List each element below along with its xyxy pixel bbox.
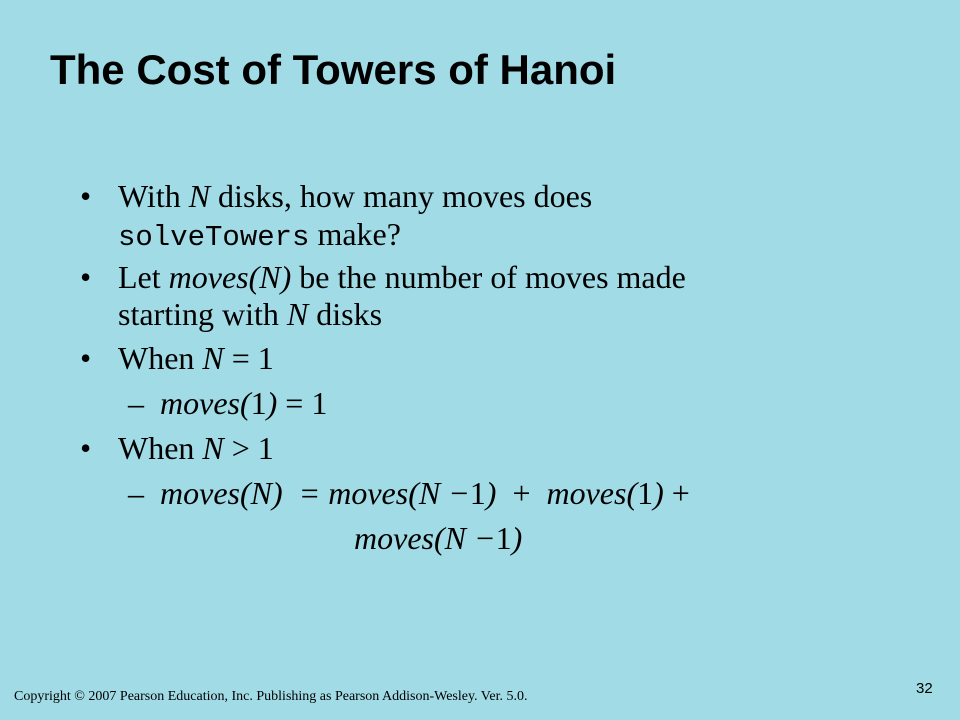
sub-bullet-moves-1: moves(1) = 1	[160, 385, 328, 421]
slide-title: The Cost of Towers of Hanoi	[50, 46, 617, 93]
sub-bullet-recurrence-continued: moves(N −1)	[354, 520, 523, 556]
bullet-4-line-1: When N > 1	[118, 430, 274, 466]
bullet-marker: •	[80, 430, 92, 466]
copyright-footer: Copyright © 2007 Pearson Education, Inc. Publishing as Pearson Addison-Wesley. Ver. 5.0.	[14, 689, 528, 704]
bullet-marker: •	[80, 259, 92, 295]
sub-bullet-dash: –	[128, 475, 144, 511]
bullet-2-line-2: starting with N disks	[118, 296, 383, 332]
sub-bullet-dash: –	[128, 385, 144, 421]
bullet-1-line-2: solveTowers make?	[118, 216, 401, 254]
sub-bullet-recurrence: moves(N) = moves(N −1) + moves(1) +	[160, 475, 690, 511]
code-solve-towers: solveTowers	[118, 221, 310, 254]
bullet-marker: •	[80, 178, 92, 214]
page-number: 32	[916, 680, 933, 697]
bullet-2-line-1: Let moves(N) be the number of moves made	[118, 259, 686, 295]
bullet-3-line-1: When N = 1	[118, 340, 274, 376]
bullet-1-line-1: With N disks, how many moves does	[118, 178, 593, 214]
bullet-marker: •	[80, 340, 92, 376]
